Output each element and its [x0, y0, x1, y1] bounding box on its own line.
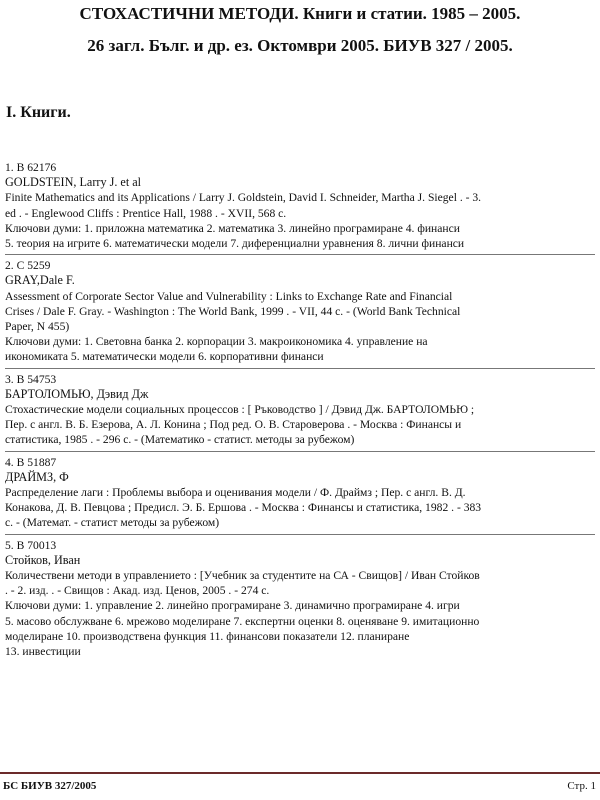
page-number: Стр. 1 [567, 780, 596, 792]
entry-author: БАРТОЛОМЬЮ, Дэвид Дж [5, 386, 149, 401]
entry-author: GOLDSTEIN, Larry J. et al [5, 175, 142, 190]
bibliography-entry [5, 455, 595, 532]
bibliography-entry [5, 372, 595, 449]
bibliography-entry [5, 538, 595, 661]
entry-text-line: Ключови думи: 1. управление 2. линейно програмиране 3. динамично програмиране 4. игри [5, 599, 460, 613]
entry-text-line: Пер. с англ. В. Б. Езерова, А. Л. Конина ; Под ред. О. В. Староверова . - Москва : Финансы и [5, 418, 462, 432]
entry-text-line: ed . - Englewood Cliffs : Prentice Hall, 1988 . - XVII, 568 с. [5, 206, 287, 220]
entry-text-line: Paper, N 455) [5, 320, 70, 334]
footer-label: БС БИУВ 327/2005 [3, 780, 97, 792]
bibliography-list [5, 160, 595, 660]
entry-text-line: Crises / Dale F. Gray. - Washington : The World Bank, 1999 . - VII, 44 с. - (World Bank Technical [5, 304, 461, 318]
entry-text-line: . - 2. изд. . - Свищов : Акад. изд. Ценов, 2005 . - 274 с. [5, 584, 270, 598]
entry-separator [5, 534, 595, 535]
entry-text-line: 13. инвестиции [5, 645, 81, 659]
entry-separator [5, 254, 595, 255]
bibliography-entry [5, 160, 595, 252]
document-subtitle: 26 загл. Бълг. и др. ез. Октомври 2005. БИУВ 327 / 2005. [87, 36, 513, 55]
entry-call-number: 5. B 70013 [5, 538, 57, 552]
entry-author: GRAY,Dale F. [5, 273, 75, 288]
entry-text-line: 5. масово обслужване 6. мрежово моделиране 7. експертни оценки 8. оценяване 9. имитационно [5, 614, 480, 628]
entry-separator [5, 368, 595, 369]
entry-call-number: 3. B 54753 [5, 372, 57, 386]
entry-text-line: моделиране 10. производствена функция 11. финансови показатели 12. планиране [5, 629, 410, 643]
entry-call-number: 4. B 51887 [5, 455, 57, 469]
document-title: СТОХАСТИЧНИ МЕТОДИ. Книги и статии. 1985 – 2005. [79, 4, 521, 23]
entry-text-line: Конакова, Д. В. Певцова ; Предисл. Э. Б. Ершова . - Москва : Финансы и статистика, 1982 . - 383 [5, 501, 482, 515]
entry-call-number: 1. B 62176 [5, 161, 57, 174]
entry-text-line: Assessment of Corporate Sector Value and Vulnerability : Links to Exchange Rate and Financial [5, 289, 453, 303]
entry-text-line: статистика, 1985 . - 296 с. - (Математико - статист. методы за рубежом) [5, 433, 355, 447]
entry-author: Стойков, Иван [5, 552, 81, 567]
entry-text-line: Количествени методи в управлението : [Учебник за студентите на СА - Свищов] / Иван Стойков [5, 569, 480, 583]
entry-text-line: 5. теория на игрите 6. математически модели 7. диференциални уравнения 8. лични финанси [5, 237, 465, 251]
entry-text-line: Ключови думи: 1. Световна банка 2. корпорации 3. макроикономика 4. управление на [5, 335, 428, 349]
entry-text-line: Стохастические модели социальных процессов : [ Ръководство ] / Дэвид Дж. БАРТОЛОМЬЮ ; [5, 403, 475, 417]
entry-call-number: 2. C 5259 [5, 259, 51, 273]
bibliography-entry [5, 258, 595, 365]
entry-author: ДРАЙМЗ, Ф [5, 469, 69, 484]
footer-divider [0, 772, 600, 774]
section-heading: I. Книги. [6, 104, 71, 121]
entry-text-line: икономиката 5. математически модели 6. корпоративни финанси [5, 350, 324, 364]
entry-text-line: Ключови думи: 1. приложна математика 2. математика 3. линейно програмиране 4. финанси [5, 221, 460, 235]
entry-text-line: Распределение лаги : Проблемы выбора и оценивания модели / Ф. Драймз ; Пер. с англ. В. Д. [5, 486, 466, 500]
entry-text-line: с. - (Математ. - статист методы за рубежом) [5, 516, 220, 530]
entry-separator [5, 451, 595, 452]
entry-text-line: Finite Mathematics and its Applications / Larry J. Goldstein, David I. Schneider, Martha J. Siegel . - 3. [5, 191, 482, 205]
